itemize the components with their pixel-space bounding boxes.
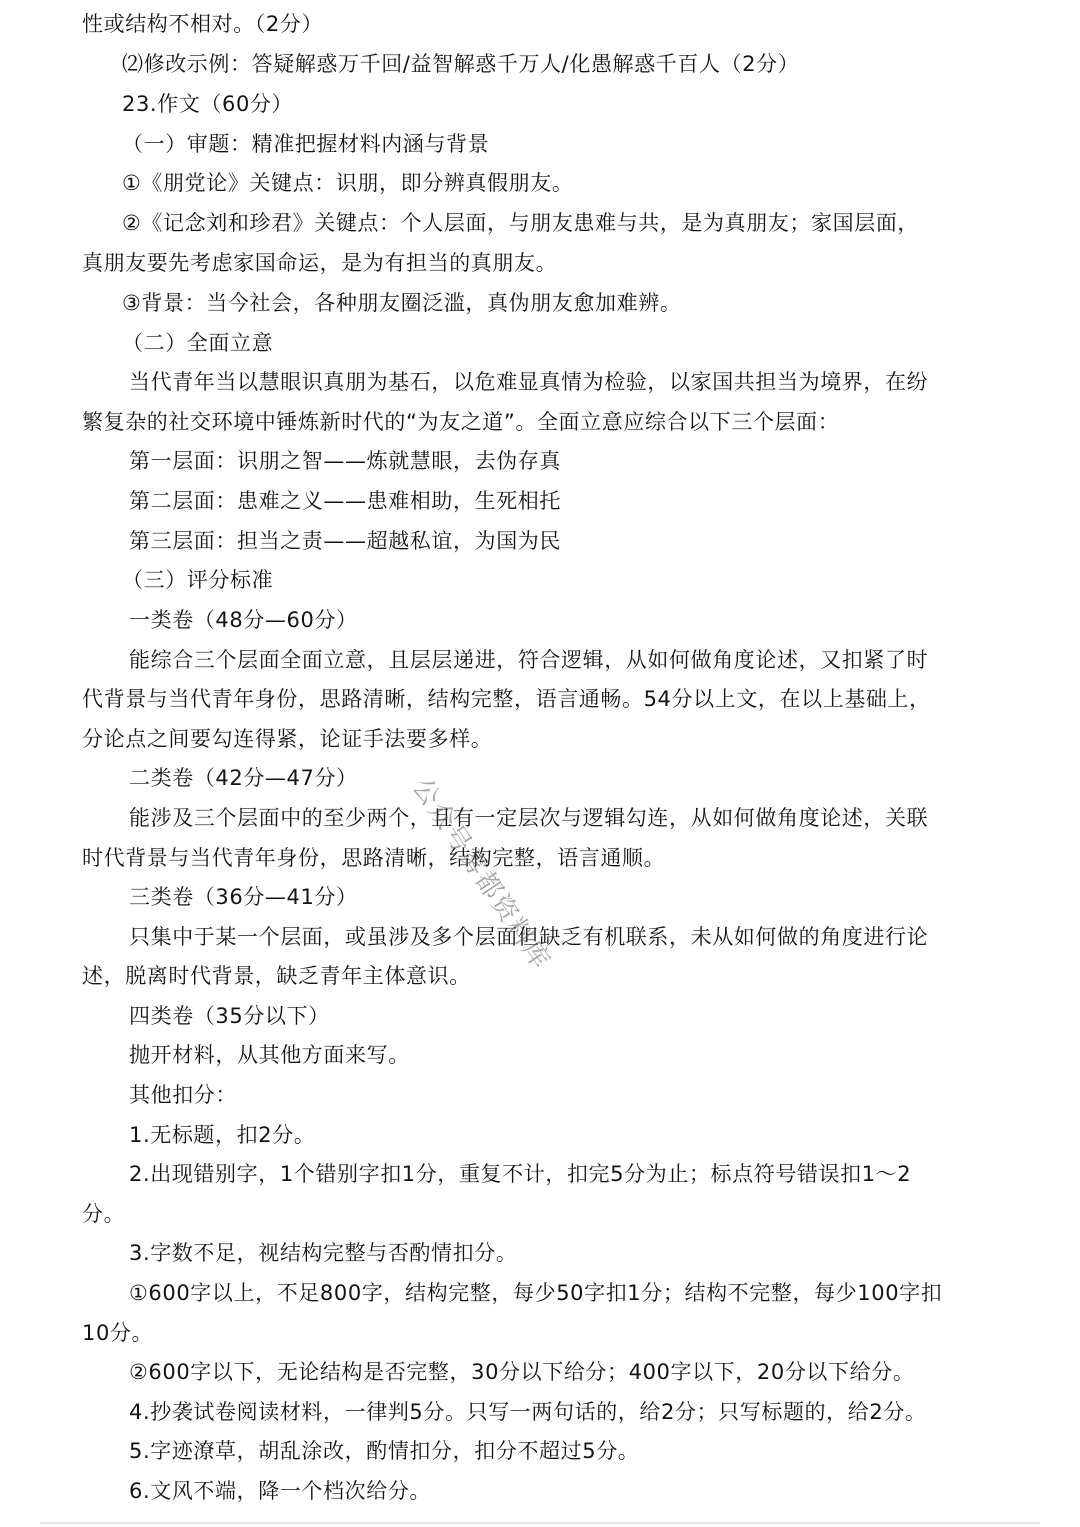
subsection-title: （二）全面立意 [122, 331, 274, 355]
text-line: 第二层面：患难之义——患难相助，生死相托 [129, 489, 561, 513]
watermark: 公众号雾都资料库 [406, 773, 557, 976]
text-line: 只集中于某一个层面，或虽涉及多个层面但缺乏有机联系，未从如何做的角度进行论 [129, 925, 929, 949]
text-line: 分论点之间要勾连得紧，论证手法要多样。 [82, 727, 493, 751]
text-line: 真朋友要先考虑家国命运，是为有担当的真朋友。 [82, 251, 558, 275]
text-line: 繁复杂的社交环境中锤炼新时代的“为友之道”。全面立意应综合以下三个层面： [82, 410, 840, 434]
divider [40, 1522, 1040, 1524]
text-line: 能综合三个层面全面立意，且层层递进，符合逻辑，从如何做角度论述，又扣紧了时 [129, 648, 929, 672]
text-line: ⑵修改示例：答疑解惑万千回/益智解惑千万人/化愚解惑千百人（2分） [122, 52, 800, 76]
text-line: 时代背景与当代青年身份，思路清晰，结构完整，语言通顺。 [82, 846, 666, 870]
text-line: 10分。 [82, 1321, 154, 1345]
text-line: 述，脱离时代背景，缺乏青年主体意识。 [82, 964, 471, 988]
section-title: 23.作文（60分） [122, 92, 294, 116]
text-line: 4.抄袭试卷阅读材料，一律判5分。只写一两句话的，给2分；只写标题的，给2分。 [129, 1400, 927, 1424]
grade-heading: 三类卷（36分—41分） [129, 885, 358, 909]
text-line: 2.出现错别字，1个错别字扣1分，重复不计，扣完5分为止；标点符号错误扣1～2 [129, 1162, 912, 1186]
text-line: ①600字以上，不足800字，结构完整，每少50字扣1分；结构不完整，每少100字扣 [129, 1281, 943, 1305]
text-line: 代背景与当代青年身份，思路清晰，结构完整，语言通畅。54分以上文，在以上基础上， [82, 687, 931, 711]
text-line: ②《记念刘和珍君》关键点：个人层面，与朋友患难与共，是为真朋友；家国层面， [122, 211, 920, 235]
text-line: 6.文风不端，降一个档次给分。 [129, 1479, 432, 1503]
text-line: 第三层面：担当之责——超越私谊，为国为民 [129, 529, 561, 553]
grade-heading: 二类卷（42分—47分） [129, 766, 358, 790]
text-line: 3.字数不足，视结构完整与否酌情扣分。 [129, 1241, 518, 1265]
text-line: 第一层面：识朋之智——炼就慧眼，去伪存真 [129, 449, 561, 473]
text-line: 当代青年当以慧眼识真朋为基石，以危难显真情为检验，以家国共担当为境界，在纷 [129, 370, 929, 394]
grade-heading: 一类卷（48分—60分） [129, 608, 358, 632]
text-line: 抛开材料，从其他方面来写。 [129, 1043, 410, 1067]
text-line: 其他扣分： [129, 1083, 237, 1107]
text-line: 能涉及三个层面中的至少两个，且有一定层次与逻辑勾连，从如何做角度论述，关联 [129, 806, 929, 830]
grade-heading: 四类卷（35分以下） [129, 1004, 330, 1028]
text-line: 5.字迹潦草，胡乱涂改，酌情扣分，扣分不超过5分。 [129, 1439, 640, 1463]
text-line: 1.无标题，扣2分。 [129, 1123, 316, 1147]
subsection-title: （一）审题：精准把握材料内涵与背景 [122, 132, 490, 156]
text-line: ②600字以下，无论结构是否完整，30分以下给分；400字以下，20分以下给分。 [129, 1360, 915, 1384]
text-line: 分。 [82, 1202, 126, 1226]
text-line: ①《朋党论》关键点：识朋，即分辨真假朋友。 [122, 171, 574, 195]
subsection-title: （三）评分标准 [122, 568, 274, 592]
text-line: ③背景：当今社会，各种朋友圈泛滥，真伪朋友愈加难辨。 [122, 291, 682, 315]
text-line: 性或结构不相对。（2分） [82, 12, 324, 36]
